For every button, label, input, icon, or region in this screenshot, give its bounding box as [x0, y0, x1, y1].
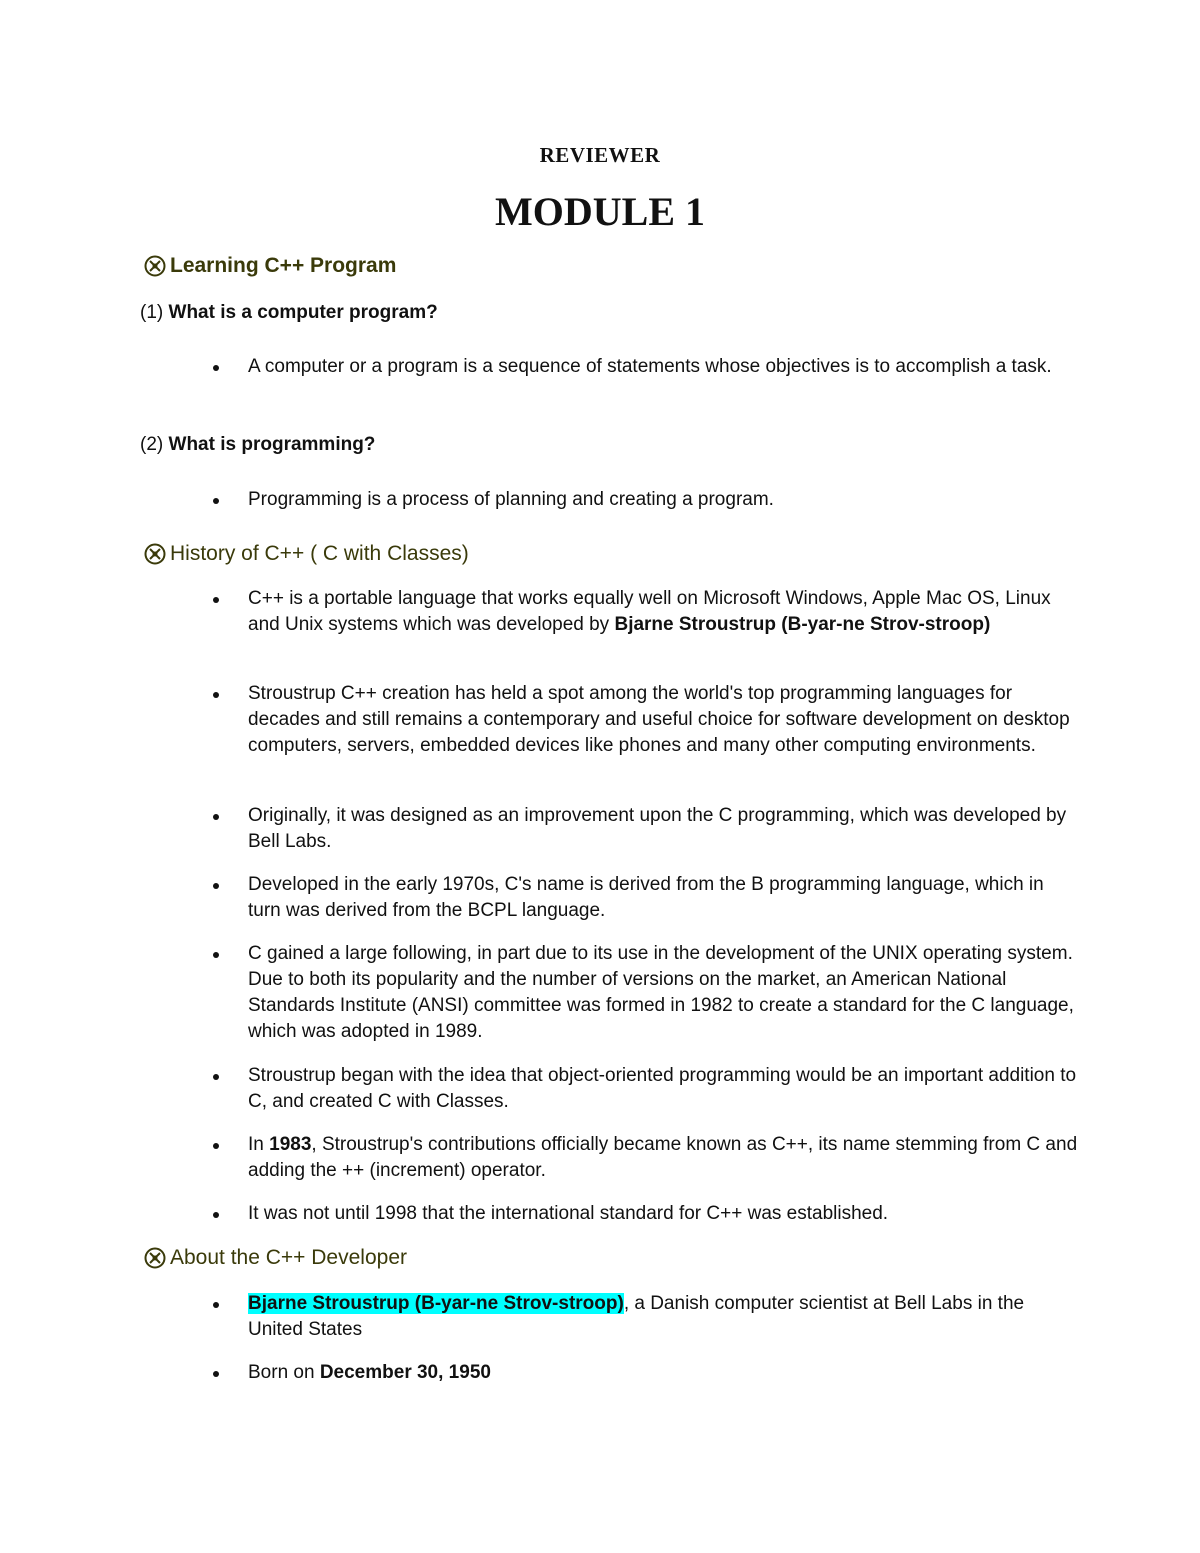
- item-text: C++ is a portable language that works equally well on Microsoft Windows, Apple Mac OS, Linux and Unix systems which was developed by: [248, 588, 1051, 635]
- section-about-developer: [144, 1246, 407, 1270]
- wheel-icon: [144, 543, 166, 565]
- highlighted-name: Bjarne Stroustrup (B-yar-ne Strov-stroop): [248, 1293, 624, 1314]
- item-text: , a Danish computer scientist at Bell Labs in the United States: [248, 1293, 1025, 1340]
- wheel-icon: [144, 1247, 166, 1269]
- question-number: (2): [140, 434, 164, 455]
- list-item: [248, 1291, 1078, 1343]
- list-item: Developed in the early 1970s, C's name is derived from the B programming language, which in turn was derived from the BCPL language.: [248, 872, 1078, 924]
- item-text: In: [248, 1134, 270, 1155]
- birth-date: December 30, 1950: [319, 1362, 491, 1383]
- section-title: History of C++: [170, 542, 311, 565]
- wheel-icon: [144, 255, 166, 277]
- list-item: Originally, it was designed as an improvement upon the C programming, which was developed by Bell Labs.: [248, 803, 1078, 855]
- item-text: , Stroustrup's contributions officially became known as C++, its name stemming from C and adding the ++ (increment) operator.: [248, 1134, 1078, 1181]
- list-item: Stroustrup C++ creation has held a spot among the world's top programming languages for decades and still remains a contemporary and useful choice for software development on desktop computers, servers, embedded devices like phones and many other computing environments.: [248, 681, 1078, 759]
- question-text: What is a computer program?: [168, 302, 438, 323]
- developer-name: Bjarne Stroustrup (B-yar-ne Strov-stroop): [614, 614, 991, 635]
- question-text: What is programming?: [168, 434, 376, 455]
- question-2: [140, 434, 375, 456]
- list-item: Stroustrup began with the idea that object-oriented programming would be an important addition to C, and created C with Classes.: [248, 1063, 1078, 1115]
- section-history-cpp: [144, 542, 469, 566]
- section-title-sub: ( C with Classes): [310, 542, 469, 565]
- question-1: [140, 302, 438, 324]
- item-text: Born on: [248, 1362, 320, 1383]
- list-item: A computer or a program is a sequence of statements whose objectives is to accomplish a task.: [248, 354, 1078, 380]
- year-text: 1983: [269, 1134, 312, 1155]
- list-item: C gained a large following, in part due to its use in the development of the UNIX operating system. Due to both its popularity and the number of versions on the market, an American National Standards Institute (ANSI) committee was formed in 1982 to create a standard for the C language, which was adopted in 1989.: [248, 941, 1078, 1045]
- list-item: It was not until 1998 that the international standard for C++ was established.: [248, 1201, 1078, 1227]
- module-title: MODULE 1: [495, 189, 705, 234]
- section-title: About the C++ Developer: [170, 1246, 407, 1269]
- reviewer-title: REVIEWER: [539, 143, 661, 167]
- list-item: [248, 586, 1078, 638]
- question-number: (1): [140, 302, 164, 323]
- list-item: Programming is a process of planning and creating a program.: [248, 487, 1078, 513]
- list-item: [248, 1360, 1078, 1386]
- list-item: [248, 1132, 1078, 1184]
- section-title: Learning C++ Program: [170, 254, 397, 277]
- section-learning-cpp: [144, 254, 396, 278]
